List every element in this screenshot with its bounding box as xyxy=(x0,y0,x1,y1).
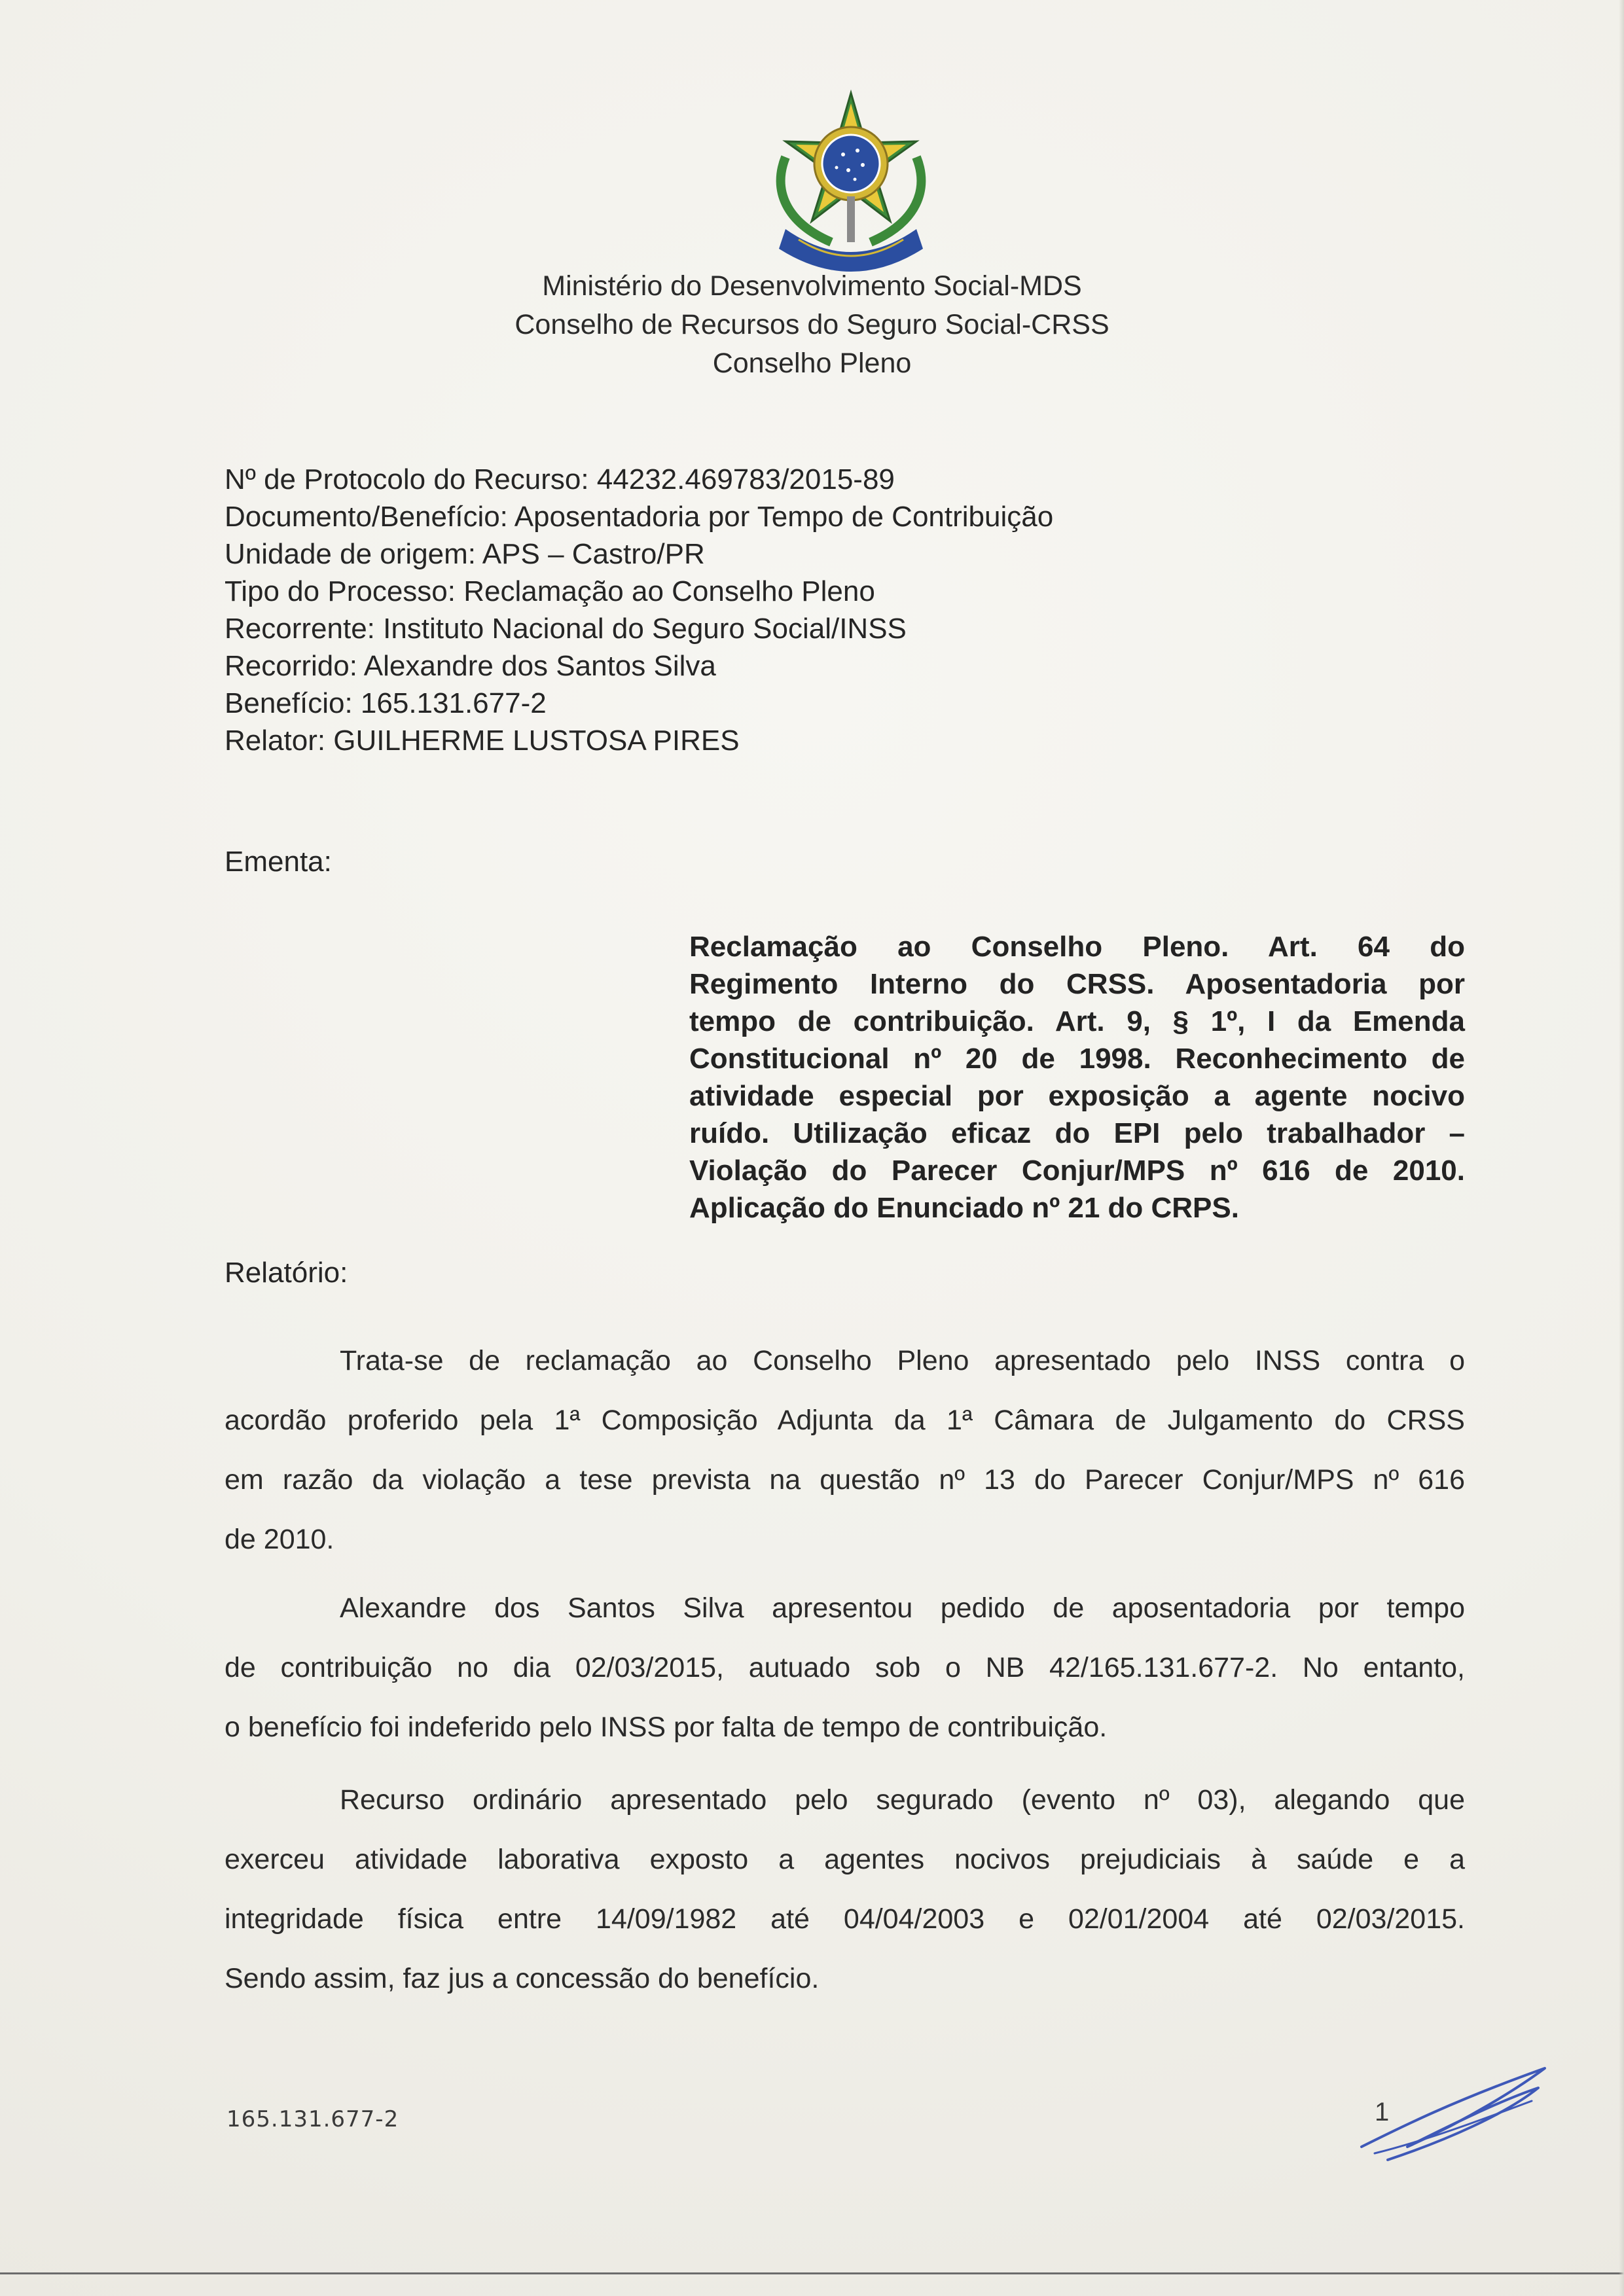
paragraph-line: em razão da violação a tese prevista na questão nº 13 do Parecer Conjur/MPS nº 616 xyxy=(225,1464,1465,1496)
benefit-number: Benefício: 165.131.677-2 xyxy=(225,687,547,719)
paragraph-line: Recurso ordinário apresentado pelo segurado (evento nº 03), alegando que xyxy=(340,1784,1465,1816)
paragraph-line: acordão proferido pela 1ª Composição Adjunta da 1ª Câmara de Julgamento do CRSS xyxy=(225,1405,1465,1436)
paragraph-line: de 2010. xyxy=(225,1524,334,1555)
report-paragraph-3 xyxy=(225,1770,1465,2009)
paragraph-line: integridade física entre 14/09/1982 até 04/04/2003 e 02/01/2004 até 02/03/2015. xyxy=(225,1903,1465,1935)
ministry-name: Ministério do Desenvolvimento Social-MDS xyxy=(542,270,1082,302)
ementa-line: atividade especial por exposição a agente nocivo xyxy=(689,1080,1465,1112)
document-benefit: Documento/Benefício: Aposentadoria por Tempo de Contribuição xyxy=(225,501,1054,533)
relatorio-label: Relatório: xyxy=(225,1257,348,1289)
appellee: Recorrido: Alexandre dos Santos Silva xyxy=(225,650,716,682)
ementa-label: Ementa: xyxy=(225,846,332,878)
footer-benefit-reference: 165.131.677-2 xyxy=(226,2106,399,2132)
ementa-line: Aplicação do Enunciado nº 21 do CRPS. xyxy=(689,1192,1239,1224)
paragraph-line: Trata-se de reclamação ao Conselho Pleno apresentado pelo INSS contra o xyxy=(340,1345,1465,1376)
ementa-line: Regimento Interno do CRSS. Aposentadoria por xyxy=(689,968,1465,1000)
protocol-number: Nº de Protocolo do Recurso: 44232.469783/2015-89 xyxy=(225,463,895,495)
ementa-line: Constitucional nº 20 de 1998. Reconhecimento de xyxy=(689,1043,1465,1075)
case-metadata xyxy=(225,461,1053,759)
handwritten-initials-signature xyxy=(1348,2049,1558,2179)
page-number: 1 xyxy=(1375,2098,1390,2126)
paragraph-line: o benefício foi indeferido pelo INSS por falta de tempo de contribuição. xyxy=(225,1712,1108,1743)
council-division: Conselho Pleno xyxy=(712,348,912,379)
paragraph-line: Alexandre dos Santos Silva apresentou pedido de aposentadoria por tempo xyxy=(340,1592,1465,1624)
bottom-divider xyxy=(0,2272,1624,2274)
ementa-line: Reclamação ao Conselho Pleno. Art. 64 do xyxy=(689,931,1465,963)
report-paragraph-1 xyxy=(225,1331,1465,1570)
report-paragraph-2 xyxy=(225,1579,1465,1757)
paragraph-line: exerceu atividade laborativa exposto a agentes nocivos prejudiciais à saúde e a xyxy=(225,1844,1465,1875)
ementa-summary xyxy=(689,928,1465,1227)
origin-unit: Unidade de origem: APS – Castro/PR xyxy=(225,538,705,570)
page-edge-shadow xyxy=(1619,0,1624,2296)
ementa-line: ruído. Utilização eficaz do EPI pelo trabalhador – xyxy=(689,1117,1465,1149)
ementa-line: tempo de contribuição. Art. 9, § 1º, I da Emenda xyxy=(689,1005,1465,1037)
rapporteur: Relator: GUILHERME LUSTOSA PIRES xyxy=(225,725,740,757)
paragraph-line: Sendo assim, faz jus a concessão do benefício. xyxy=(225,1963,820,1994)
council-name: Conselho de Recursos do Seguro Social-CRSS xyxy=(514,309,1110,340)
brazil-coat-of-arms-emblem xyxy=(759,79,943,281)
paragraph-line: de contribuição no dia 02/03/2015, autuado sob o NB 42/165.131.677-2. No entanto, xyxy=(225,1652,1465,1683)
ementa-line: Violação do Parecer Conjur/MPS nº 616 de 2010. xyxy=(689,1155,1465,1187)
process-type: Tipo do Processo: Reclamação ao Conselho Pleno xyxy=(225,575,875,607)
appellant: Recorrente: Instituto Nacional do Seguro Social/INSS xyxy=(225,613,907,645)
document-header xyxy=(0,267,1624,383)
